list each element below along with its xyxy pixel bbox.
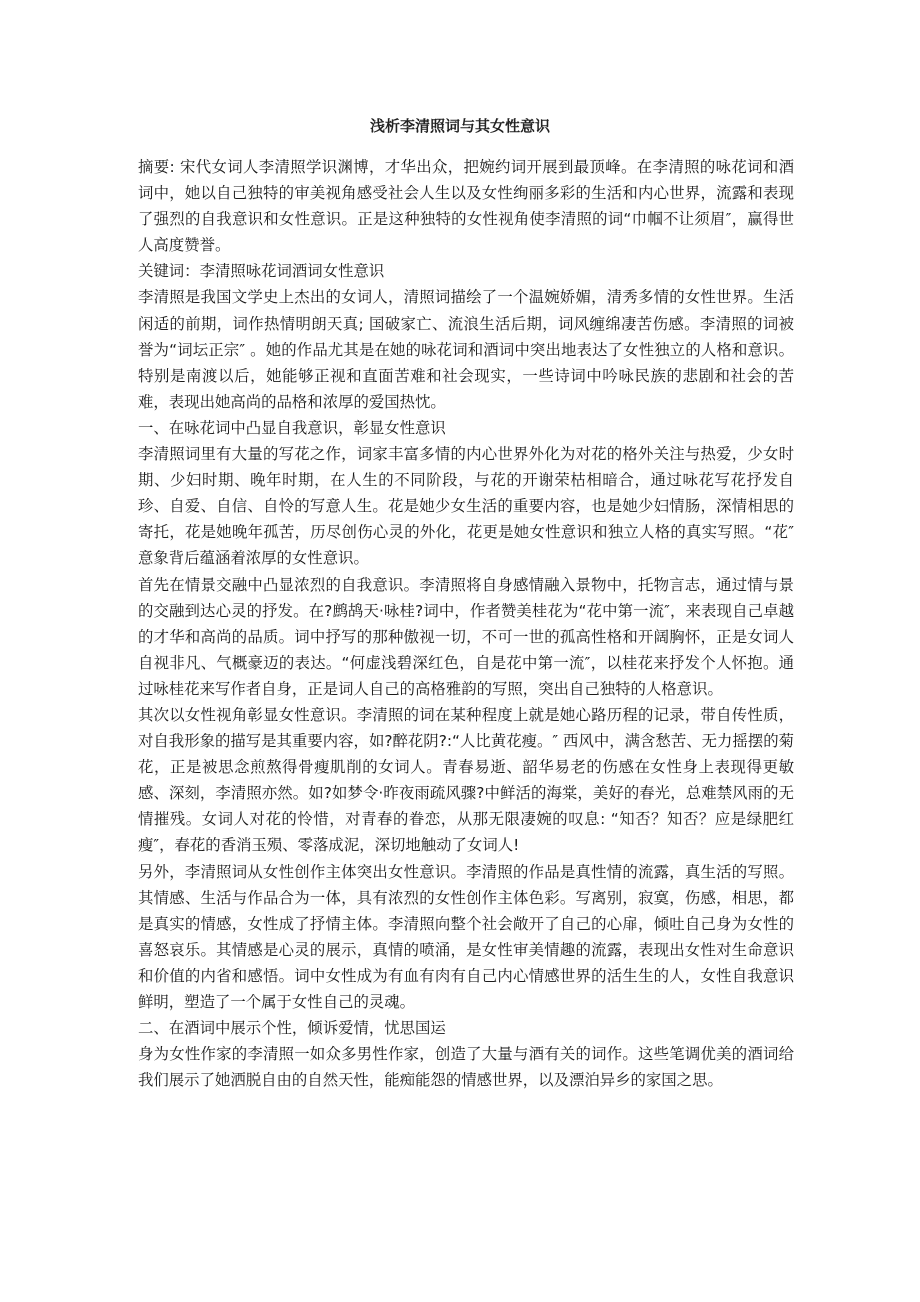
body-paragraph: 另外，李清照词从女性创作主体突出女性意识。李清照的作品是真性情的流露，真生活的写照。其情感、生活与作品合为一体，具有浓烈的女性创作主体色彩。写离别，寂寞，伤感，相思，都是真实的情感，女性成了抒情主体。李清照向整个社会敞开了自己的心扉，倾吐自己身为女性的喜怒哀乐。其情感是心灵的展示，真情的喷涌，是女性审美情趣的流露，表现出女性对生命意识和价值的内省和感悟。词中女性成为有血有肉有自己内心情感世界的活生生的人，女性自我意识鲜明，塑造了一个属于女性自己的灵魂。 (138, 862, 794, 1011)
body-paragraph: 其次以女性视角彰显女性意识。李清照的词在某种程度上就是她心路历程的记录，带自传性质，对自我形象的描写是其重要内容，如?醉花阴?:“人比黄花瘦。″ 西风中，满含愁苦、无力摇摆的菊花，正是被思念煎熬得骨瘦肌削的女词人。青春易逝、韶华易老的伤感在女性身上表现得更敏感、深刻，李清照亦然。如?如梦令·昨夜雨疏风骤?中鲜活的海棠，美好的春光，总难禁风雨的无情摧残。女词人对花的怜惜，对青春的眷恋，从那无限凄婉的叹息: “知否？知否？应是绿肥红瘦″，春花的香消玉殒、零落成泥，深切地触动了女词人! (138, 705, 794, 855)
body-paragraph: 身为女性作家的李清照一如众多男性作家，创造了大量与酒有关的词作。这些笔调优美的酒词给我们展示了她洒脱自由的自然天性，能痴能怨的情感世界，以及漂泊异乡的家国之思。 (138, 1045, 794, 1090)
document-body (138, 154, 794, 1093)
section-heading-2: 二、在酒词中展示个性，倾诉爱情，忧思国运 (138, 1019, 446, 1038)
intro-paragraph: 李清照是我国文学史上杰出的女词人，清照词描绘了一个温婉娇媚，清秀多情的女性世界。生活闲适的前期，词作热情明朗天真; 国破家亡、流浪生活后期，词风缠绵凄苦伤感。李清照的词被誉为“词坛正宗″ 。她的作品尤其是在她的咏花词和酒词中突出地表达了女性独立的人格和意识。特别是南渡以后，她能够正视和直面苦难和社会现实，一些诗词中吟咏民族的悲剧和社会的苦难，表现出她高尚的品格和浓厚的爱国热忱。 (138, 288, 794, 411)
keywords-paragraph: 关键词：李清照咏花词酒词女性意识 (138, 262, 385, 281)
abstract-paragraph: 摘要: 宋代女词人李清照学识渊博，才华出众，把婉约词开展到最顶峰。在李清照的咏花词和酒词中，她以自己独特的审美视角感受社会人生以及女性绚丽多彩的生活和内心世界，流露和表现了强烈的自我意识和女性意识。正是这种独特的女性视角使李清照的词“巾帼不让须眉″，赢得世人高度赞誉。 (138, 158, 794, 255)
body-paragraph: 李清照词里有大量的写花之作，词家丰富多情的内心世界外化为对花的格外关注与热爱，少女时期、少妇时期、晚年时期，在人生的不同阶段，与花的开谢荣枯相暗合，通过咏花写花抒发自珍、自爱、自信、自怜的写意人生。花是她少女生活的重要内容，也是她少妇情肠，深情相思的寄托，花是她晚年孤苦，历尽创伤心灵的外化，花更是她女性意识和独立人格的真实写照。“花″ 意象背后蕴涵着浓厚的女性意识。 (138, 445, 794, 568)
body-paragraph: 首先在情景交融中凸显浓烈的自我意识。李清照将自身感情融入景物中，托物言志，通过情与景的交融到达心灵的抒发。在?鹧鸪天·咏桂?词中，作者赞美桂花为“花中第一流″，来表现自己卓越的才华和高尚的品质。词中抒写的那种傲视一切，不可一世的孤高性格和开阔胸怀，正是女词人自视非凡、气概豪迈的表达。“何虚浅碧深红色，自是花中第一流″，以桂花来抒发个人怀抱。通过咏桂花来写作者自身，正是词人自己的高格雅韵的写照，突出自己独特的人格意识。 (138, 575, 794, 698)
section-heading-1: 一、在咏花词中凸显自我意识，彰显女性意识 (138, 418, 446, 437)
document-title: 浅析李清照词与其女性意识 (369, 117, 550, 135)
